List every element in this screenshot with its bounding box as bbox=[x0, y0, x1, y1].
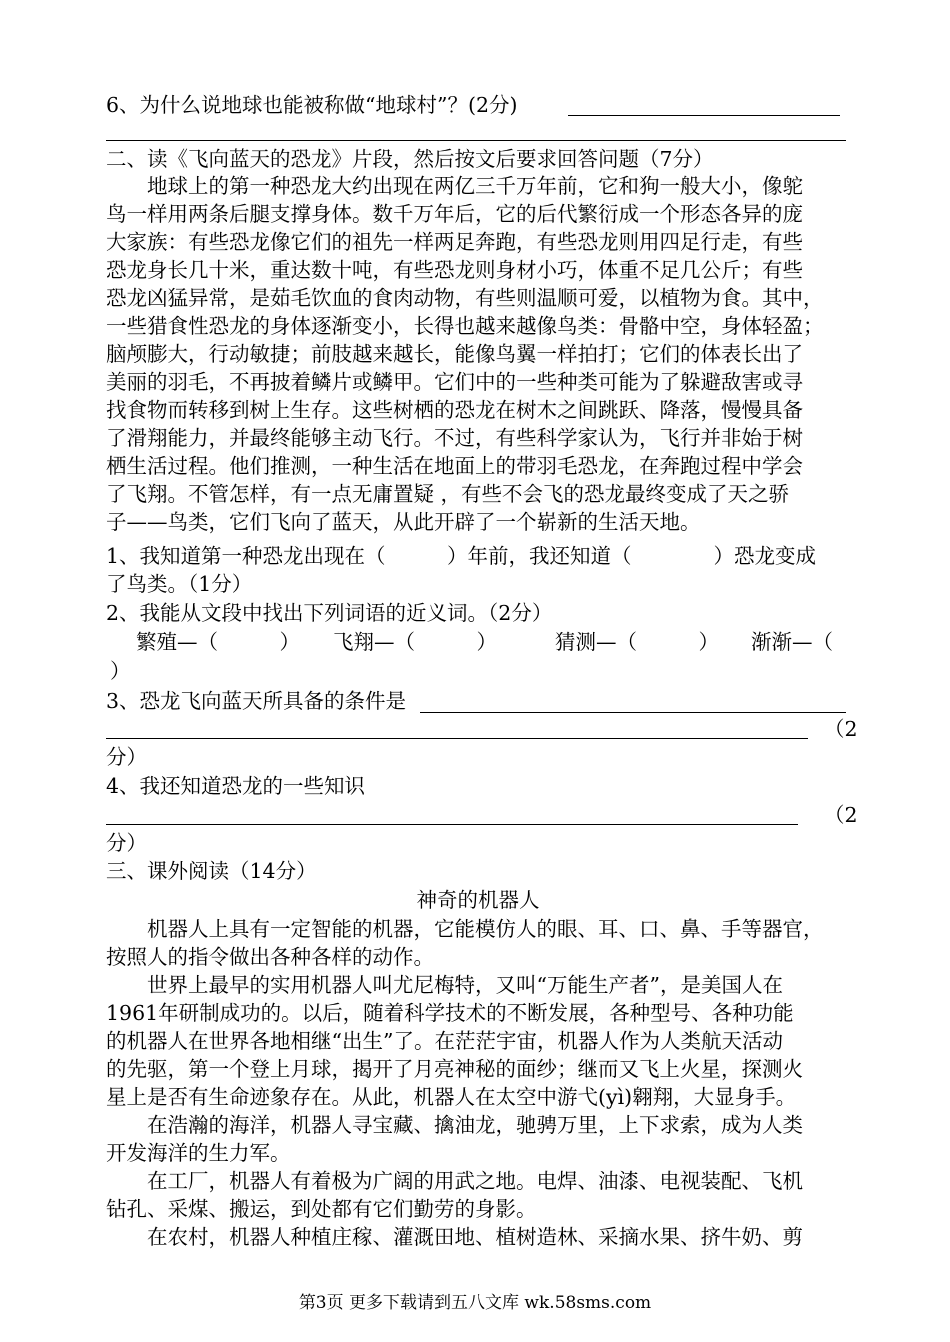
passage-line: 恐龙凶猛异常，是茹毛饮血的食肉动物，有些则温顺可爱，以植物为食。其中， bbox=[106, 286, 824, 310]
article-line: 钻孔、采煤、搬运，到处都有它们勤劳的身影。 bbox=[106, 1197, 537, 1221]
score-note: （2 bbox=[824, 803, 858, 827]
passage-line: 鸟一样用两条后腿支撑身体。数千万年后，它的后代繁衍成一个形态各异的庞 bbox=[106, 202, 803, 226]
passage-line: 美丽的羽毛，不再披着鳞片或鳞甲。它们中的一些种类可能为了躲避敌害或寻 bbox=[106, 370, 803, 394]
article-title: 神奇的机器人 bbox=[416, 888, 540, 912]
question-1-line-1: 1、我知道第一种恐龙出现在（ ）年前，我还知道（ ）恐龙变成 bbox=[106, 544, 817, 568]
article-line: 的先驱，第一个登上月球，揭开了月亮神秘的面纱；继而又飞上火星，探测火 bbox=[106, 1057, 803, 1081]
synonym-item: 繁殖—（ ） bbox=[136, 630, 300, 654]
article-line: 世界上最早的实用机器人叫尤尼梅特，又叫“万能生产者”，是美国人在 bbox=[106, 973, 783, 997]
answer-blank-q3-line2 bbox=[106, 738, 808, 739]
passage-line: 脑颅膨大，行动敏捷；前肢越来越长，能像鸟翼一样拍打；它们的体表长出了 bbox=[106, 342, 803, 366]
synonym-item: 猜测—（ ） bbox=[555, 630, 719, 654]
article-line: 在工厂，机器人有着极为广阔的用武之地。电焊、油漆、电视装配、飞机 bbox=[106, 1169, 803, 1193]
passage-line: 找食物而转移到树上生存。这些树栖的恐龙在树木之间跳跃、降落，慢慢具备 bbox=[106, 398, 803, 422]
passage-line: 地球上的第一种恐龙大约出现在两亿三千万年前，它和狗一般大小，像鸵 bbox=[147, 174, 803, 198]
passage-line: 了滑翔能力，并最终能够主动飞行。不过，有些科学家认为，飞行并非始于树 bbox=[106, 426, 803, 450]
passage-line: 一些猎食性恐龙的身体逐渐变小，长得也越来越像鸟类：骨骼中空，身体轻盈； bbox=[106, 314, 824, 338]
question-6: 6、为什么说地球也能被称做“地球村”？(2分) bbox=[106, 93, 518, 117]
passage-line: 栖生活过程。他们推测，一种生活在地面上的带羽毛恐龙，在奔跑过程中学会 bbox=[106, 454, 803, 478]
page-footer: 第3页 更多下载请到五八文库 wk.58sms.com bbox=[298, 1293, 652, 1313]
article-line: 在农村，机器人种植庄稼、灌溉田地、植树造林、采摘水果、挤牛奶、剪 bbox=[106, 1225, 803, 1249]
question-1-line-2: 了鸟类。（1分） bbox=[106, 572, 253, 596]
article-line: 1961年研制成功的。以后，随着科学技术的不断发展，各种型号、各种功能 bbox=[106, 1001, 794, 1025]
answer-blank-q4 bbox=[106, 824, 798, 825]
synonym-item: 飞翔—（ ） bbox=[333, 630, 497, 654]
synonym-item-tail: ） bbox=[110, 659, 131, 683]
question-3: 3、恐龙飞向蓝天所具备的条件是 bbox=[106, 689, 407, 713]
score-note: （2 bbox=[824, 717, 858, 741]
article-line: 在浩瀚的海洋，机器人寻宝藏、擒油龙，驰骋万里，上下求索，成为人类 bbox=[106, 1113, 803, 1137]
synonym-item: 渐渐—（ bbox=[751, 630, 833, 654]
answer-blank-q3 bbox=[420, 712, 846, 713]
section-2-heading: 二、读《飞向蓝天的恐龙》片段，然后按文后要求回答问题（7分） bbox=[106, 147, 714, 171]
article-line: 按照人的指令做出各种各样的动作。 bbox=[106, 945, 434, 969]
article-line: 机器人上具有一定智能的机器，它能模仿人的眼、耳、口、鼻、手等器官， bbox=[106, 917, 824, 941]
passage-line: 恐龙身长几十米，重达数十吨，有些恐龙则身材小巧，体重不足几公斤；有些 bbox=[106, 258, 803, 282]
question-4: 4、我还知道恐龙的一些知识 bbox=[106, 774, 366, 798]
answer-blank-q6 bbox=[568, 115, 840, 116]
passage-line: 子——鸟类，它们飞向了蓝天，从此开辟了一个崭新的生活天地。 bbox=[106, 510, 701, 534]
score-note: 分） bbox=[106, 831, 147, 855]
article-line: 开发海洋的生力军。 bbox=[106, 1141, 291, 1165]
passage-line: 了飞翔。不管怎样，有一点无庸置疑 ，有些不会飞的恐龙最终变成了天之骄 bbox=[106, 482, 790, 506]
section-3-heading: 三、课外阅读（14分） bbox=[106, 859, 317, 883]
article-line: 星上是否有生命迹象存在。从此，机器人在太空中游弋(yì)翱翔，大显身手。 bbox=[106, 1085, 797, 1109]
passage-line: 大家族：有些恐龙像它们的祖先一样两足奔跑，有些恐龙则用四足行走，有些 bbox=[106, 230, 803, 254]
question-2-title: 2、我能从文段中找出下列词语的近义词。（2分） bbox=[106, 601, 553, 625]
answer-blank-q6-line2 bbox=[106, 140, 846, 141]
score-note: 分） bbox=[106, 745, 147, 769]
article-line: 的机器人在世界各地相继“出生”了。在茫茫宇宙，机器人作为人类航天活动 bbox=[106, 1029, 783, 1053]
